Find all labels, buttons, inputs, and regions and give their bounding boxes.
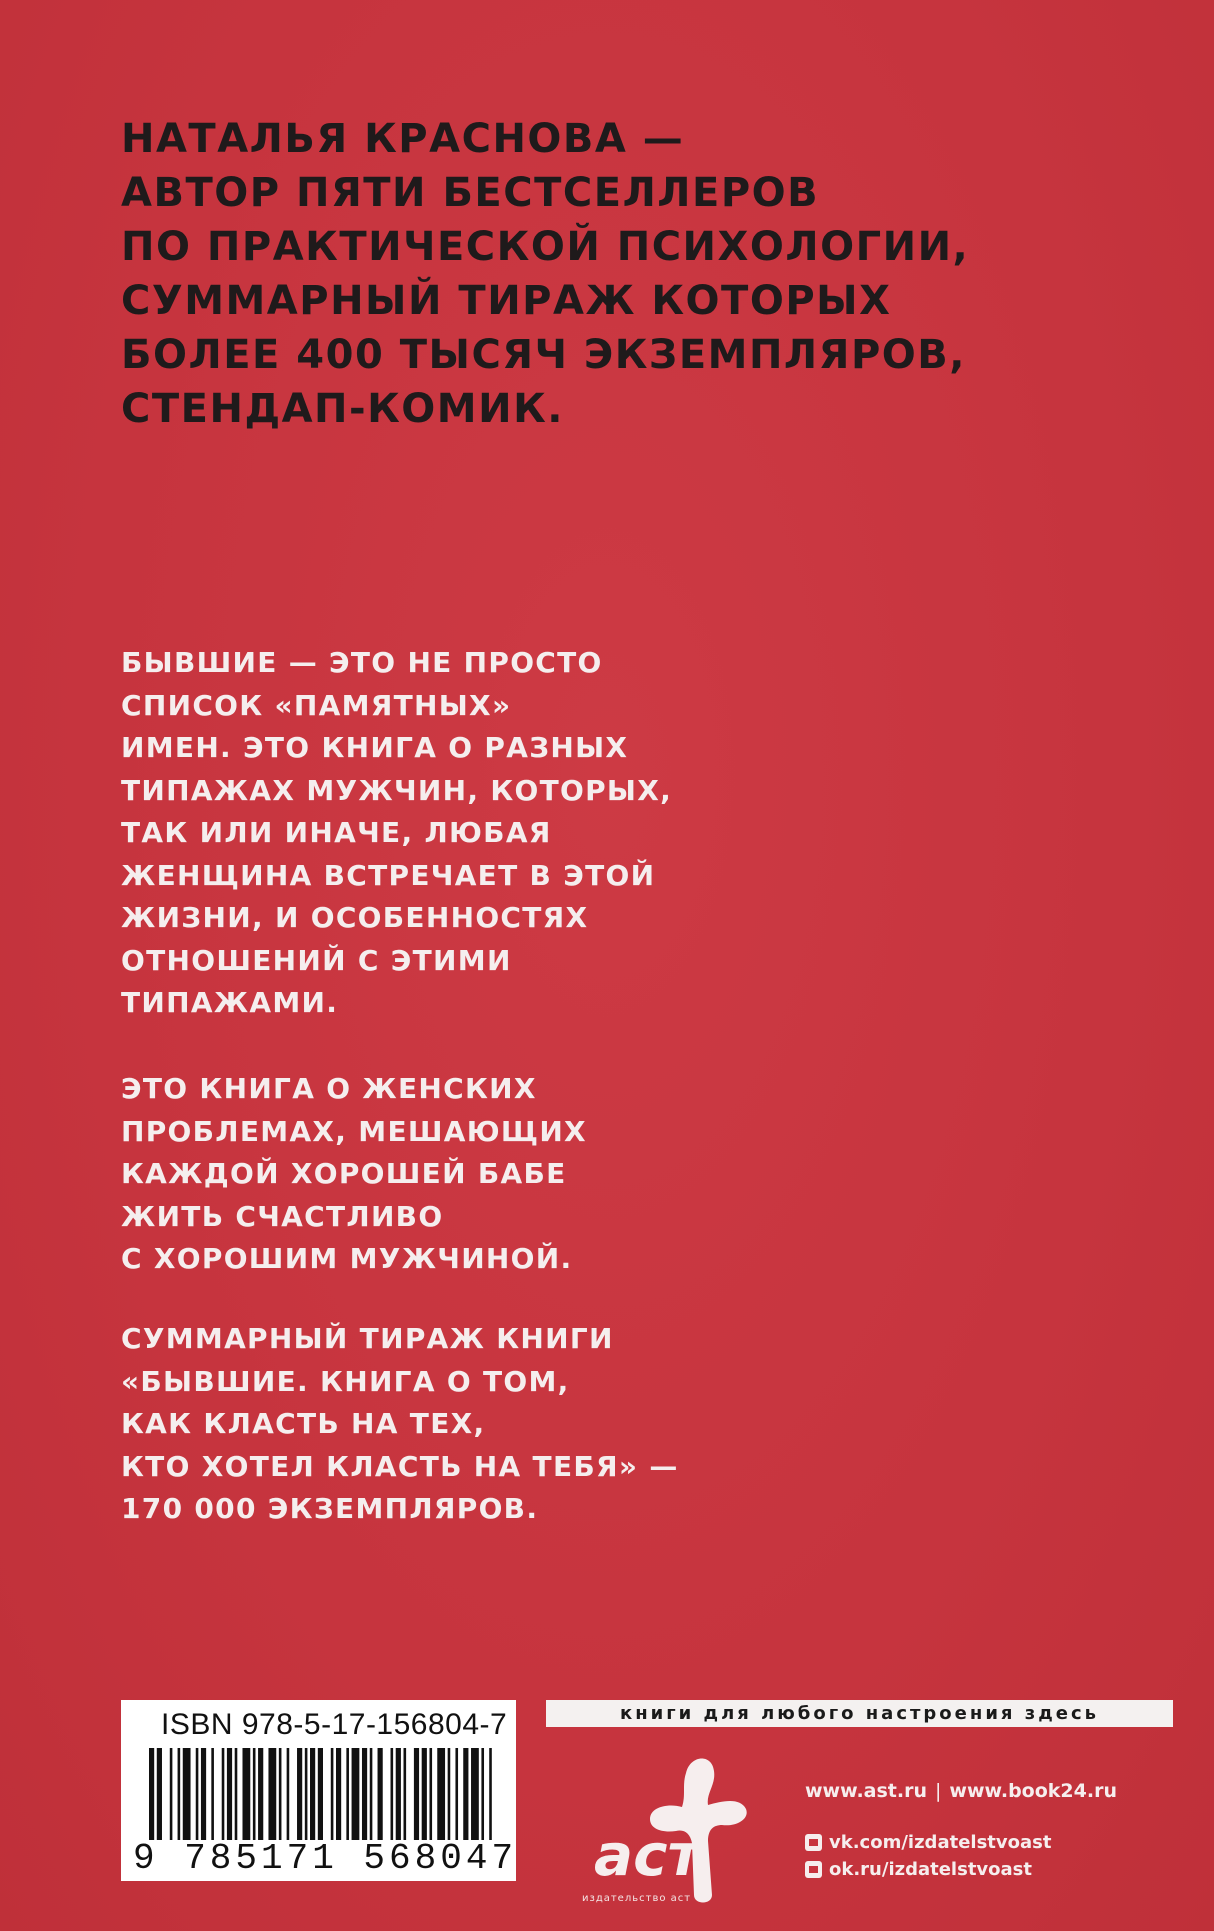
publisher-slogan: книги для любого настроения здесь xyxy=(546,1700,1173,1727)
vk-social xyxy=(805,1832,1051,1853)
paragraph-line: КАК КЛАСТЬ НА ТЕХ, xyxy=(121,1407,486,1440)
paragraph-line: ЖЕНЩИНА ВСТРЕЧАЕТ В ЭТОЙ xyxy=(121,858,656,892)
headline-line: ПО ПРАКТИЧЕСКОЙ ПСИХОЛОГИИ, xyxy=(121,224,970,270)
author-headline xyxy=(121,112,1121,436)
isbn-label: ISBN 978-5-17-156804-7 xyxy=(161,1708,508,1741)
paragraph-line: ПРОБЛЕМАХ, МЕШАЮЩИХ xyxy=(121,1114,587,1148)
description-paragraph-3 xyxy=(121,1318,679,1531)
paragraph-line: КТО ХОТЕЛ КЛАСТЬ НА ТЕБЯ» — xyxy=(121,1449,679,1483)
vk-link[interactable]: vk.com/izdatelstvoast xyxy=(829,1832,1052,1853)
paragraph-line: ЭТО КНИГА О ЖЕНСКИХ xyxy=(121,1072,537,1105)
paragraph-line: ТИПАЖАХ МУЖЧИН, КОТОРЫХ, xyxy=(121,773,673,807)
logo-caption: издательство аст xyxy=(582,1893,692,1904)
paragraph-line: КАЖДОЙ ХОРОШЕЙ БАБЕ xyxy=(121,1157,567,1190)
headline-line: СУММАРНЫЙ ТИРАЖ КОТОРЫХ xyxy=(121,278,892,324)
description-paragraph-2 xyxy=(121,1068,587,1281)
paragraph-line: ЖИЗНИ, И ОСОБЕННОСТЯХ xyxy=(121,901,589,934)
headline-line: СТЕНДАП-КОМИК. xyxy=(121,386,564,432)
description-paragraph-1 xyxy=(121,642,672,1025)
link-separator: | xyxy=(935,1780,942,1802)
isbn-barcode-box xyxy=(121,1700,516,1881)
paragraph-line: ТАК ИЛИ ИНАЧЕ, ЛЮБАЯ xyxy=(121,816,552,849)
paragraph-line: «БЫВШИЕ. КНИГА О ТОМ, xyxy=(121,1364,570,1398)
ok-social xyxy=(805,1859,1032,1880)
paragraph-line: ОТНОШЕНИЙ С ЭТИМИ xyxy=(121,943,512,977)
headline-line: БОЛЕЕ 400 ТЫСЯЧ ЭКЗЕМПЛЯРОВ, xyxy=(121,332,966,378)
logo-text: аст xyxy=(594,1821,702,1889)
headline-line: НАТАЛЬЯ КРАСНОВА — xyxy=(121,116,685,162)
website-ast-link[interactable]: www.ast.ru xyxy=(805,1780,927,1802)
paragraph-line: СУММАРНЫЙ ТИРАЖ КНИГИ xyxy=(121,1322,614,1355)
paragraph-line: ЖИТЬ СЧАСТЛИВО xyxy=(121,1199,444,1233)
ok-link[interactable]: ok.ru/izdatelstvoast xyxy=(829,1859,1032,1880)
paragraph-line: 170 000 ЭКЗЕМПЛЯРОВ. xyxy=(121,1492,539,1525)
website-book24-link[interactable]: www.book24.ru xyxy=(949,1780,1117,1802)
paragraph-line: СПИСОК «ПАМЯТНЫХ» xyxy=(121,688,512,722)
publisher-websites xyxy=(805,1780,1117,1802)
paragraph-line: ТИПАЖАМИ. xyxy=(121,986,339,1019)
paragraph-line: БЫВШИЕ — ЭТО НЕ ПРОСТО xyxy=(121,646,603,679)
barcode-digits: 9 785171 568047 xyxy=(133,1838,518,1879)
paragraph-line: ИМЕН. ЭТО КНИГА О РАЗНЫХ xyxy=(121,731,629,764)
ast-logo-icon xyxy=(590,1745,770,1915)
ok-icon xyxy=(805,1861,822,1878)
paragraph-line: С ХОРОШИМ МУЖЧИНОЙ. xyxy=(121,1242,573,1275)
vk-icon xyxy=(805,1834,822,1851)
headline-line: АВТОР ПЯТИ БЕСТСЕЛЛЕРОВ xyxy=(121,170,820,216)
barcode xyxy=(143,1748,503,1840)
